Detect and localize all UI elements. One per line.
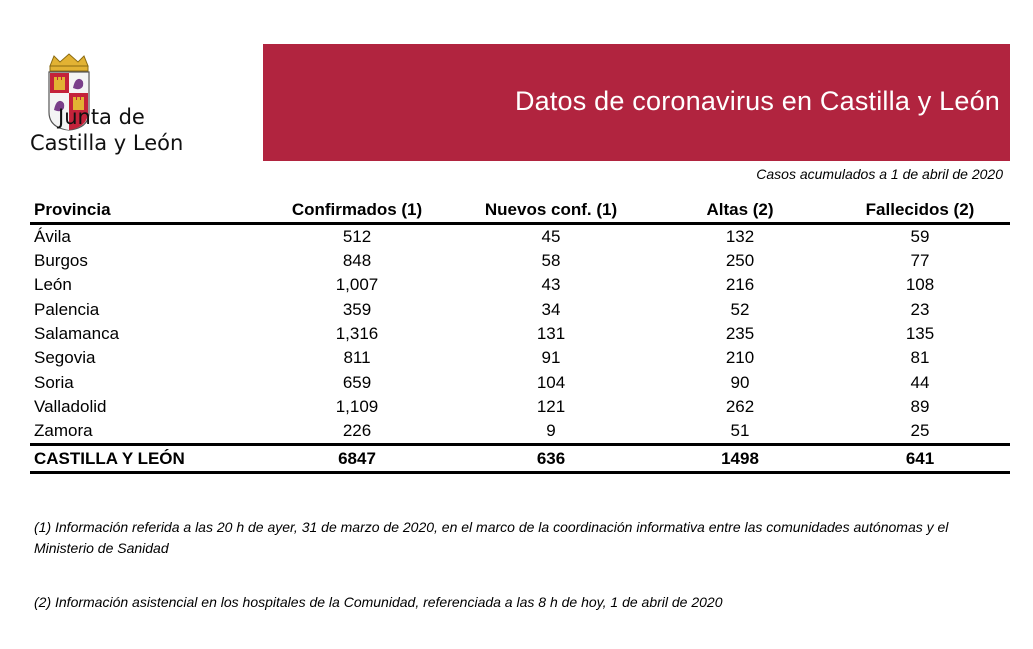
cell-fallecidos: 44 [910,372,930,392]
cell-fallecidos: 25 [910,421,930,441]
cell-province: Zamora [34,421,93,441]
cell-nuevos: 9 [546,421,556,441]
cell-province: Salamanca [34,324,120,344]
total-label: CASTILLA Y LEÓN [30,445,262,473]
table-row [30,249,1010,273]
table-row [30,298,1010,322]
cell-altas: 52 [730,299,750,319]
cell-altas: 262 [725,396,755,416]
cell-confirmados: 1,316 [335,324,379,344]
cell-province: León [34,275,72,295]
total-altas: 1498 [650,445,830,473]
cell-altas: 235 [725,324,755,344]
cell-confirmados: 226 [342,421,372,441]
header-confirmados: Confirmados (1) [262,197,452,224]
cell-province: Segovia [34,348,96,368]
cell-confirmados: 359 [342,299,372,319]
cell-province: Ávila [34,227,71,246]
cell-fallecidos: 81 [910,348,930,368]
cell-province: Burgos [34,251,88,271]
cell-nuevos: 121 [536,396,566,416]
cell-fallecidos: 135 [905,324,935,344]
cell-altas: 210 [725,348,755,368]
page-title: Datos de coronavirus en Castilla y León [514,86,1000,116]
table-row [30,395,1010,419]
logo-text [30,104,183,156]
cell-confirmados: 512 [342,227,372,246]
cell-province: Soria [34,372,74,392]
cell-confirmados: 659 [342,372,372,392]
cell-altas: 132 [725,227,755,246]
logo-line-1: Junta de [58,105,145,129]
cell-nuevos: 131 [536,324,566,344]
logo-line-2: Castilla y León [30,131,184,155]
table-row [30,224,1010,250]
cell-nuevos: 104 [536,372,566,392]
cell-fallecidos: 108 [905,275,935,295]
cell-altas: 216 [725,275,755,295]
footnote-1: (1) Información referida a las 20 h de ayer, 31 de marzo de 2020, en el marco de la coordinación informativa entre las comunidades autónomas y el Ministerio de Sanidad [34,519,949,556]
cell-altas: 250 [725,251,755,271]
cell-nuevos: 58 [541,251,561,271]
header-provincia: Provincia [30,197,262,224]
table-header-row [30,197,1010,224]
cell-province: Palencia [34,299,100,319]
cell-fallecidos: 89 [910,396,930,416]
footnote-2: (2) Información asistencial en los hospitales de la Comunidad, referenciada a las 8 h de hoy, 1 de abril de 2020 [34,594,723,610]
cell-confirmados: 848 [342,251,372,271]
cell-confirmados: 1,007 [335,275,379,295]
table-row [30,322,1010,346]
cell-confirmados: 1,109 [335,396,379,416]
cell-fallecidos: 77 [910,251,930,271]
header-fallecidos: Fallecidos (2) [830,197,1010,224]
cell-fallecidos: 59 [910,227,930,246]
total-fallecidos: 641 [830,445,1010,473]
table-row [30,273,1010,297]
cell-altas: 90 [730,372,750,392]
cases-table [30,197,1010,474]
cell-nuevos: 34 [541,299,561,319]
cell-nuevos: 43 [541,275,561,295]
header-altas: Altas (2) [650,197,830,224]
table-row [30,419,1010,445]
table-row [30,370,1010,394]
title-banner [263,44,1010,161]
cell-province: Valladolid [34,396,107,416]
cell-altas: 51 [730,421,750,441]
cell-nuevos: 45 [541,227,561,246]
total-confirmados: 6847 [262,445,452,473]
as-of-date: Casos acumulados a 1 de abril de 2020 [756,166,1003,182]
table-row [30,346,1010,370]
cell-nuevos: 91 [541,348,561,368]
total-row [30,445,1010,473]
header-nuevos: Nuevos conf. (1) [452,197,650,224]
total-nuevos: 636 [452,445,650,473]
junta-logo [30,52,220,162]
cell-fallecidos: 23 [910,299,930,319]
cell-confirmados: 811 [343,348,371,368]
